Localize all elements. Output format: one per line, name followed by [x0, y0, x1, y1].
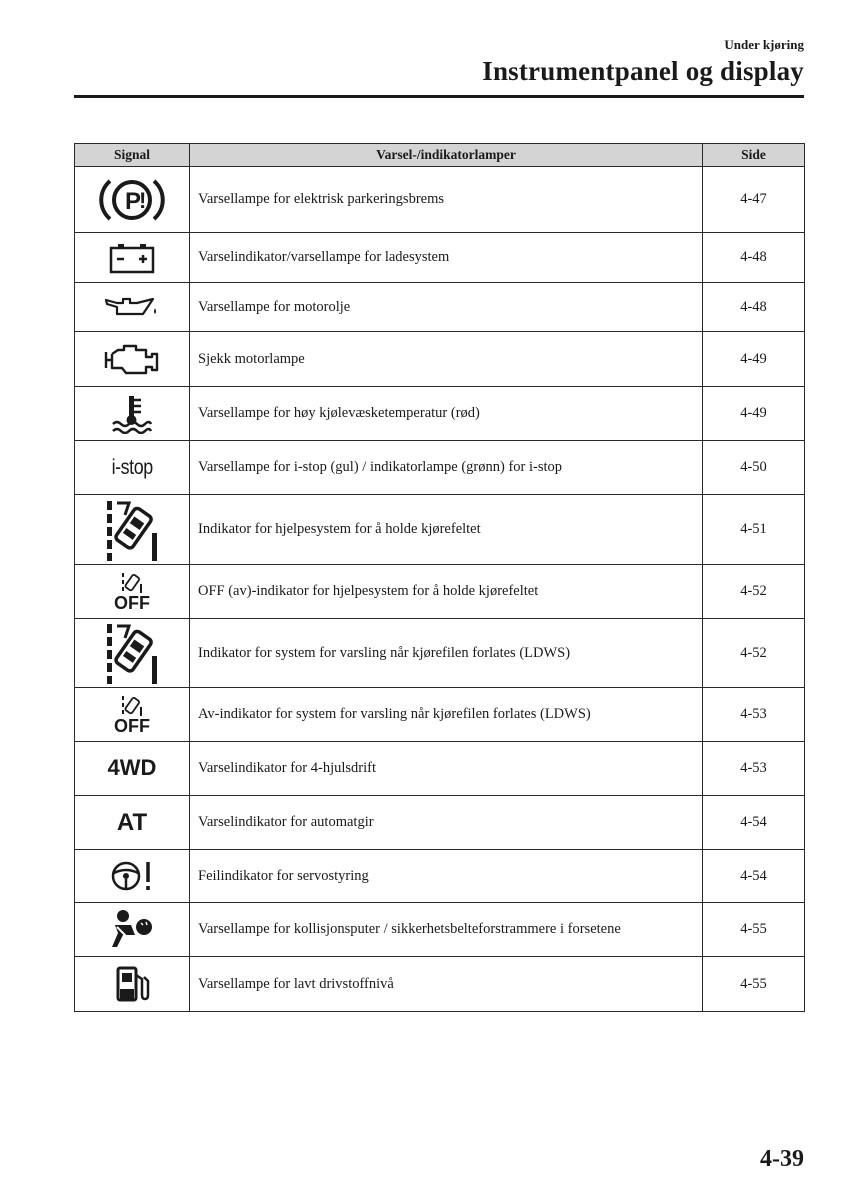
svg-text:P: P	[125, 187, 142, 215]
row-page: 4-50	[703, 441, 804, 495]
row-description: Sjekk motorlampe	[190, 332, 703, 387]
lane-keep-assist-off-icon	[114, 572, 150, 612]
table-row	[75, 903, 804, 957]
table-row	[75, 619, 804, 688]
row-page: 4-48	[703, 283, 804, 332]
table-header-row	[75, 144, 804, 167]
row-description: Varsellampe for elektrisk parkeringsbrems	[190, 167, 703, 233]
row-page: 4-52	[703, 565, 804, 619]
table-row	[75, 565, 804, 619]
table-row	[75, 742, 804, 796]
row-description: Varsellampe for lavt drivstoffnivå	[190, 957, 703, 1011]
row-page: 4-47	[703, 167, 804, 233]
row-description: Av-indikator for system for varsling når kjørefilen forlates (LDWS)	[190, 688, 703, 742]
row-page: 4-54	[703, 796, 804, 850]
title-rule	[74, 95, 804, 98]
page-title: Instrumentpanel og display	[482, 56, 804, 86]
table-row	[75, 441, 804, 495]
airbag-seatbelt-icon	[109, 909, 155, 951]
row-description: Varsellampe for i-stop (gul) / indikatorlampe (grønn) for i-stop	[190, 441, 703, 495]
svg-text:!: !	[139, 187, 147, 213]
parking-brake-warning-icon	[97, 175, 167, 225]
row-description: Feilindikator for servostyring	[190, 850, 703, 903]
table-row	[75, 332, 804, 387]
row-description: Varsellampe for motorolje	[190, 283, 703, 332]
row-page: 4-53	[703, 688, 804, 742]
i-stop-icon: i-stop	[111, 455, 153, 479]
table-row	[75, 167, 804, 233]
table-row	[75, 957, 804, 1011]
row-description: Varselindikator for automatgir	[190, 796, 703, 850]
row-page: 4-48	[703, 233, 804, 283]
table-row	[75, 688, 804, 742]
row-page: 4-54	[703, 850, 804, 903]
check-engine-icon	[102, 342, 162, 376]
battery-charging-icon	[107, 241, 157, 275]
oil-can-icon	[103, 292, 161, 322]
warning-lights-table	[74, 143, 805, 1012]
lane-departure-warning-off-icon	[114, 695, 150, 735]
row-description: Varselindikator for 4-hjulsdrift	[190, 742, 703, 796]
row-description: Indikator for system for varsling når kjørefilen forlates (LDWS)	[190, 619, 703, 688]
page-number: 4-39	[760, 1146, 804, 1172]
row-page: 4-49	[703, 387, 804, 441]
lane-keep-assist-icon	[103, 499, 161, 561]
table-row	[75, 796, 804, 850]
row-page: 4-55	[703, 903, 804, 957]
row-description: OFF (av)-indikator for hjelpesystem for å holde kjørefeltet	[190, 565, 703, 619]
lane-departure-warning-icon	[103, 622, 161, 684]
table-row	[75, 387, 804, 441]
row-description: Varselindikator/varsellampe for ladesystem	[190, 233, 703, 283]
off-label: OFF	[114, 592, 150, 613]
table-row	[75, 283, 804, 332]
column-header-description: Varsel-/indikatorlamper	[190, 144, 703, 167]
row-description: Indikator for hjelpesystem for å holde kjørefeltet	[190, 495, 703, 565]
automatic-transmission-icon: AT	[116, 808, 148, 836]
row-page: 4-49	[703, 332, 804, 387]
power-steering-warning-icon	[109, 858, 155, 894]
row-page: 4-55	[740, 975, 767, 992]
column-header-page: Side	[703, 144, 804, 167]
low-fuel-icon	[112, 965, 152, 1003]
table-row	[75, 850, 804, 903]
row-description: Varsellampe for høy kjølevæsketemperatur (rød)	[190, 387, 703, 441]
row-description: Varsellampe for kollisjonsputer / sikkerhetsbelteforstrammere i forsetene	[190, 903, 703, 957]
row-page: 4-53	[703, 742, 804, 796]
column-header-signal: Signal	[75, 144, 190, 167]
table-row	[75, 233, 804, 283]
coolant-temperature-icon	[110, 394, 154, 434]
section-heading: Under kjøring	[724, 37, 804, 52]
4wd-icon: 4WD	[107, 755, 157, 780]
off-label: OFF	[114, 715, 150, 736]
row-page: 4-52	[703, 619, 804, 688]
row-page: 4-51	[703, 495, 804, 565]
table-row	[75, 495, 804, 565]
